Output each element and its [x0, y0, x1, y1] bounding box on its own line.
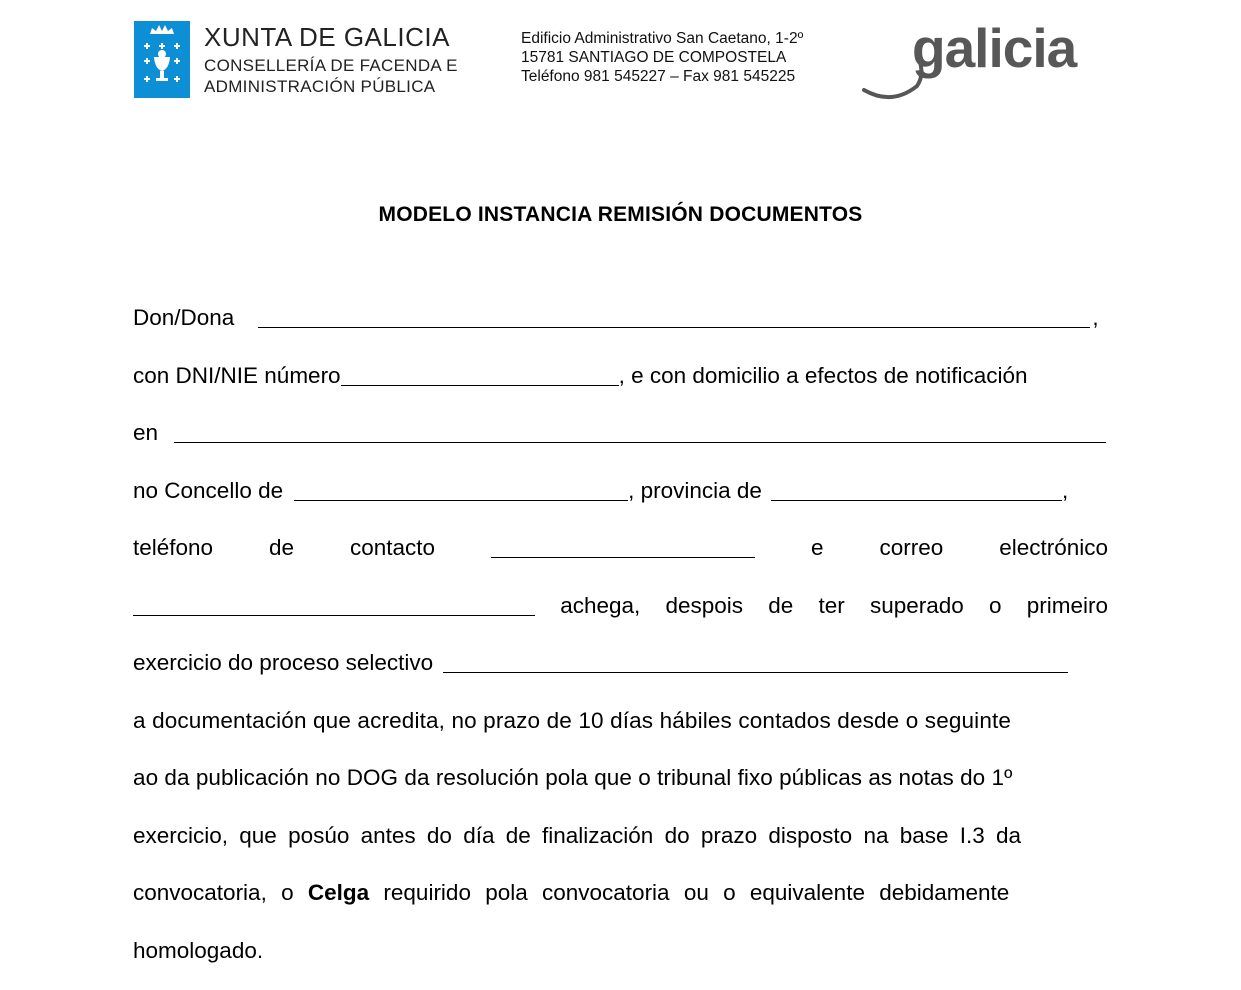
dni-field[interactable]	[341, 363, 619, 386]
word: de	[768, 593, 793, 619]
paragraph-text: homologado.	[133, 938, 263, 964]
address-line-3: Teléfono 981 545227 – Fax 981 545225	[521, 67, 803, 86]
process-field[interactable]	[443, 650, 1068, 673]
council-label: no Concello de	[133, 478, 283, 504]
paragraph-text: exercicio, que posúo antes do día de finalización do prazo disposto na base I.3 da	[133, 823, 1021, 849]
word: correo	[879, 535, 943, 561]
dni-text-rest: , e con domicilio a efectos de notificación	[619, 363, 1028, 389]
paragraph-text: a documentación que acredita, no prazo de 10 días hábiles contados desde o seguinte	[133, 708, 1011, 734]
word: e	[811, 535, 824, 561]
body-line-12	[133, 933, 1108, 990]
name-field[interactable]	[258, 305, 1090, 328]
body-line-9	[133, 760, 1108, 818]
province-field[interactable]	[771, 478, 1062, 501]
comma: ,	[1062, 478, 1068, 504]
address-block	[521, 29, 803, 86]
process-label: exercicio do proceso selectivo	[133, 650, 433, 676]
email-field[interactable]	[133, 593, 535, 616]
paragraph-text: ao da publicación no DOG da resolución pola que o tribunal fixo públicas as notas do 1º	[133, 765, 1012, 791]
form-line-name	[133, 300, 1108, 358]
province-label: , provincia de	[628, 478, 762, 504]
form-line-phone	[133, 530, 1108, 588]
org-subtitle-2: ADMINISTRACIÓN PÚBLICA	[204, 76, 458, 97]
address-line-2: 15781 SANTIAGO DE COMPOSTELA	[521, 48, 803, 67]
word: contacto	[350, 535, 435, 561]
galicia-brand-logo	[862, 18, 1102, 100]
letterhead	[0, 0, 1241, 130]
document-title: MODELO INSTANCIA REMISIÓN DOCUMENTOS	[0, 203, 1241, 227]
form-line-council	[133, 473, 1108, 531]
paragraph-text	[133, 880, 1009, 906]
word: primeiro	[1027, 593, 1108, 619]
address-field[interactable]	[174, 420, 1106, 443]
phone-field[interactable]	[491, 535, 755, 558]
word: teléfono	[133, 535, 213, 561]
word: electrónico	[999, 535, 1108, 561]
text-segment: convocatoria, o	[133, 880, 294, 905]
form-line-process	[133, 645, 1108, 703]
body-line-11	[133, 875, 1108, 933]
org-subtitle-1: CONSELLERÍA DE FACENDA E	[204, 55, 458, 76]
celga-bold: Celga	[308, 880, 369, 905]
request-form	[133, 300, 1108, 990]
address-label: en	[133, 420, 158, 446]
word: de	[269, 535, 294, 561]
org-name	[204, 22, 458, 97]
form-line-address	[133, 415, 1108, 473]
word: o	[989, 593, 1002, 619]
word: despois	[665, 593, 743, 619]
galicia-crest-icon	[134, 21, 190, 98]
word: superado	[870, 593, 964, 619]
word: achega,	[560, 593, 640, 619]
dni-label: con DNI/NIE número	[133, 363, 341, 389]
brand-wordmark: galicia	[912, 16, 1076, 80]
text-segment: requirido pola convocatoria ou o equivalente debidamente	[383, 880, 1009, 905]
word: ter	[818, 593, 844, 619]
form-line-dni	[133, 358, 1108, 416]
address-line-1: Edificio Administrativo San Caetano, 1-2º	[521, 29, 803, 48]
name-label: Don/Dona	[133, 305, 234, 331]
form-line-email	[133, 588, 1108, 646]
body-line-10	[133, 818, 1108, 876]
body-line-8	[133, 703, 1108, 761]
comma: ,	[1092, 305, 1098, 331]
council-field[interactable]	[294, 478, 628, 501]
org-title: XUNTA DE GALICIA	[204, 22, 458, 52]
